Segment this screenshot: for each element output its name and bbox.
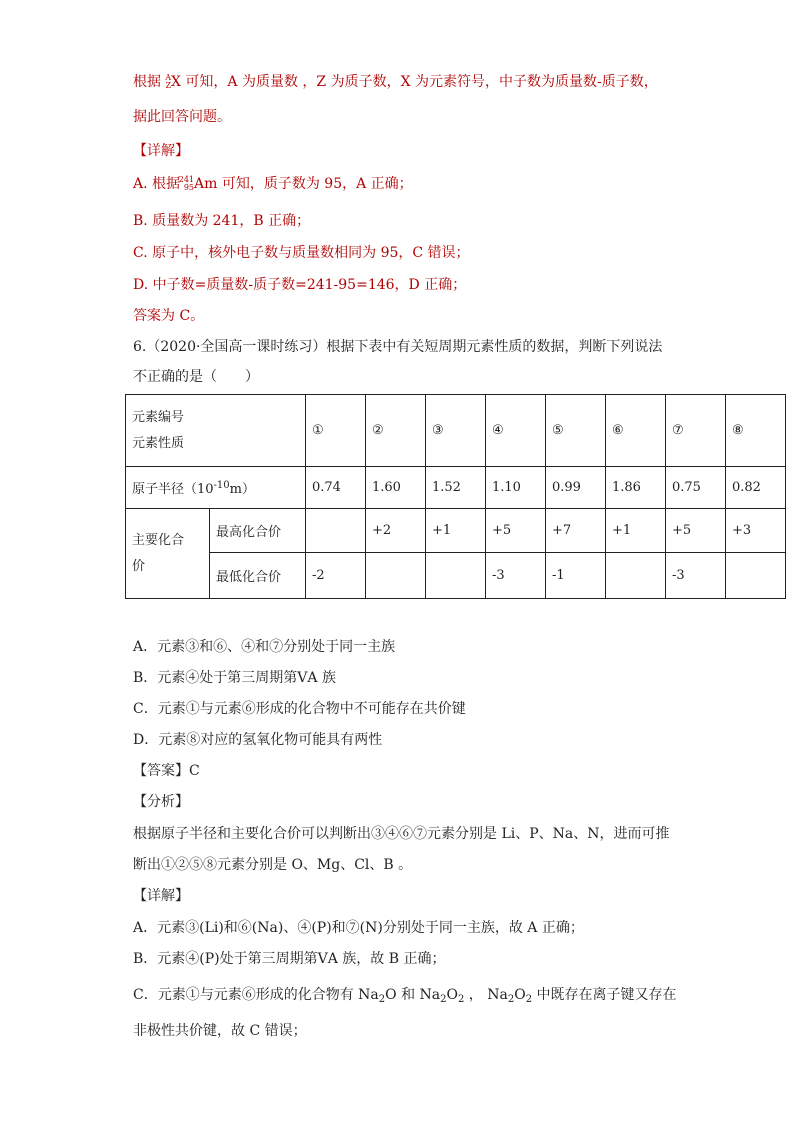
min-cell: -3 — [666, 553, 726, 599]
max-cell: +2 — [366, 509, 426, 553]
radius-cell: 0.74 — [306, 467, 366, 509]
max-cell: +1 — [426, 509, 486, 553]
radius-cell: 1.86 — [606, 467, 666, 509]
option-b: B．元素④处于第三周期第ⅤA 族 — [133, 670, 336, 686]
detail-d: D. 中子数=质量数-质子数=241-95=146，D 正确； — [133, 277, 467, 293]
nuclide-notation: A Z — [165, 73, 171, 90]
q6-stem-line-2: 不正确的是（ ） — [133, 369, 259, 385]
q6-stem-line-1: 6.（2020·全国高一课时练习）根据下表中有关短周期元素性质的数据，判断下列说法 — [133, 339, 663, 355]
answer-text: 答案为 C。 — [133, 308, 205, 324]
element-properties-table — [125, 394, 786, 599]
col-num: ⑧ — [726, 395, 786, 467]
detail-c: C. 原子中，核外电子数与质量数相同为 95，C 错误； — [133, 245, 470, 261]
col-num: ④ — [486, 395, 546, 467]
analysis-line-2: 据此回答问题。 — [133, 109, 231, 125]
answer-label: 【答案】C — [133, 763, 200, 779]
radius-cell: 1.60 — [366, 467, 426, 509]
analysis-text-2: 断出①②⑤⑧元素分别是 O、Mg、Cl、B 。 — [133, 857, 413, 873]
col-num: ③ — [426, 395, 486, 467]
min-cell — [606, 553, 666, 599]
min-cell: -3 — [486, 553, 546, 599]
min-cell — [426, 553, 486, 599]
q6-detail-b: B．元素④(P)处于第三周期第ⅤA 族，故 B 正确； — [133, 951, 446, 967]
col-num: ⑤ — [546, 395, 606, 467]
radius-cell: 1.52 — [426, 467, 486, 509]
analysis-text-1: 根据原子半径和主要化合价可以判断出③④⑥⑦元素分别是 Li、P、Na、N，进而可推 — [133, 826, 670, 842]
radius-row — [126, 467, 786, 509]
q6-detail-c-line-2: 非极性共价键，故 C 错误； — [133, 1023, 307, 1039]
radius-cell: 0.99 — [546, 467, 606, 509]
am-nuclide: 241 95 — [178, 175, 195, 192]
q6-detail-a: A．元素③(Li)和⑥(Na)、④(P)和⑦(N)分别处于同一主族，故 A 正确； — [133, 920, 584, 936]
detail-b: B. 质量数为 241，B 正确； — [133, 213, 311, 229]
min-cell — [726, 553, 786, 599]
option-c: C．元素①与元素⑥形成的化合物中不可能存在共价键 — [133, 701, 466, 717]
q6-detail-label: 【详解】 — [133, 888, 189, 904]
max-cell: +1 — [606, 509, 666, 553]
max-cell: +5 — [666, 509, 726, 553]
radius-cell: 0.75 — [666, 467, 726, 509]
analysis-line-1: 根据 A Z X 可知，A 为质量数 ，Z 为质子数，X 为元素符号，中子数为质量数-质子数， — [133, 73, 658, 90]
min-valence-label: 最低化合价 — [210, 553, 306, 599]
detail-label: 【详解】 — [133, 143, 189, 159]
min-cell — [366, 553, 426, 599]
analysis-label: 【分析】 — [133, 794, 189, 810]
min-cell: -2 — [306, 553, 366, 599]
header-cell: 元素编号 元素性质 — [126, 395, 306, 467]
option-a: A．元素③和⑥、④和⑦分别处于同一主族 — [133, 639, 396, 655]
max-cell — [306, 509, 366, 553]
col-num: ② — [366, 395, 426, 467]
radius-label: 原子半径$(10^{-10}m)$ — [126, 467, 306, 509]
max-cell: +5 — [486, 509, 546, 553]
radius-cell: 0.82 — [726, 467, 786, 509]
min-cell: -1 — [546, 553, 606, 599]
detail-a: A. 根据 241 95 Am 可知，质子数为 95，A 正确； — [133, 175, 413, 192]
max-valence-row — [126, 509, 786, 553]
min-valence-row — [126, 553, 786, 599]
max-valence-label: 最高化合价 — [210, 509, 306, 553]
col-num: ① — [306, 395, 366, 467]
main-valence-label: 主要化合 价 — [126, 509, 210, 599]
radius-cell: 1.10 — [486, 467, 546, 509]
col-num: ⑦ — [666, 395, 726, 467]
q6-detail-c: C．元素①与元素⑥形成的化合物有 $Na_2O$ 和 $Na_2O_2$ ， $Na_2O_2$ 中既存在离子键又存在 — [133, 987, 677, 1005]
table-header-row — [126, 395, 786, 467]
col-num: ⑥ — [606, 395, 666, 467]
option-d: D．元素⑧对应的氢氧化物可能具有两性 — [133, 732, 383, 748]
max-cell: +7 — [546, 509, 606, 553]
max-cell: +3 — [726, 509, 786, 553]
